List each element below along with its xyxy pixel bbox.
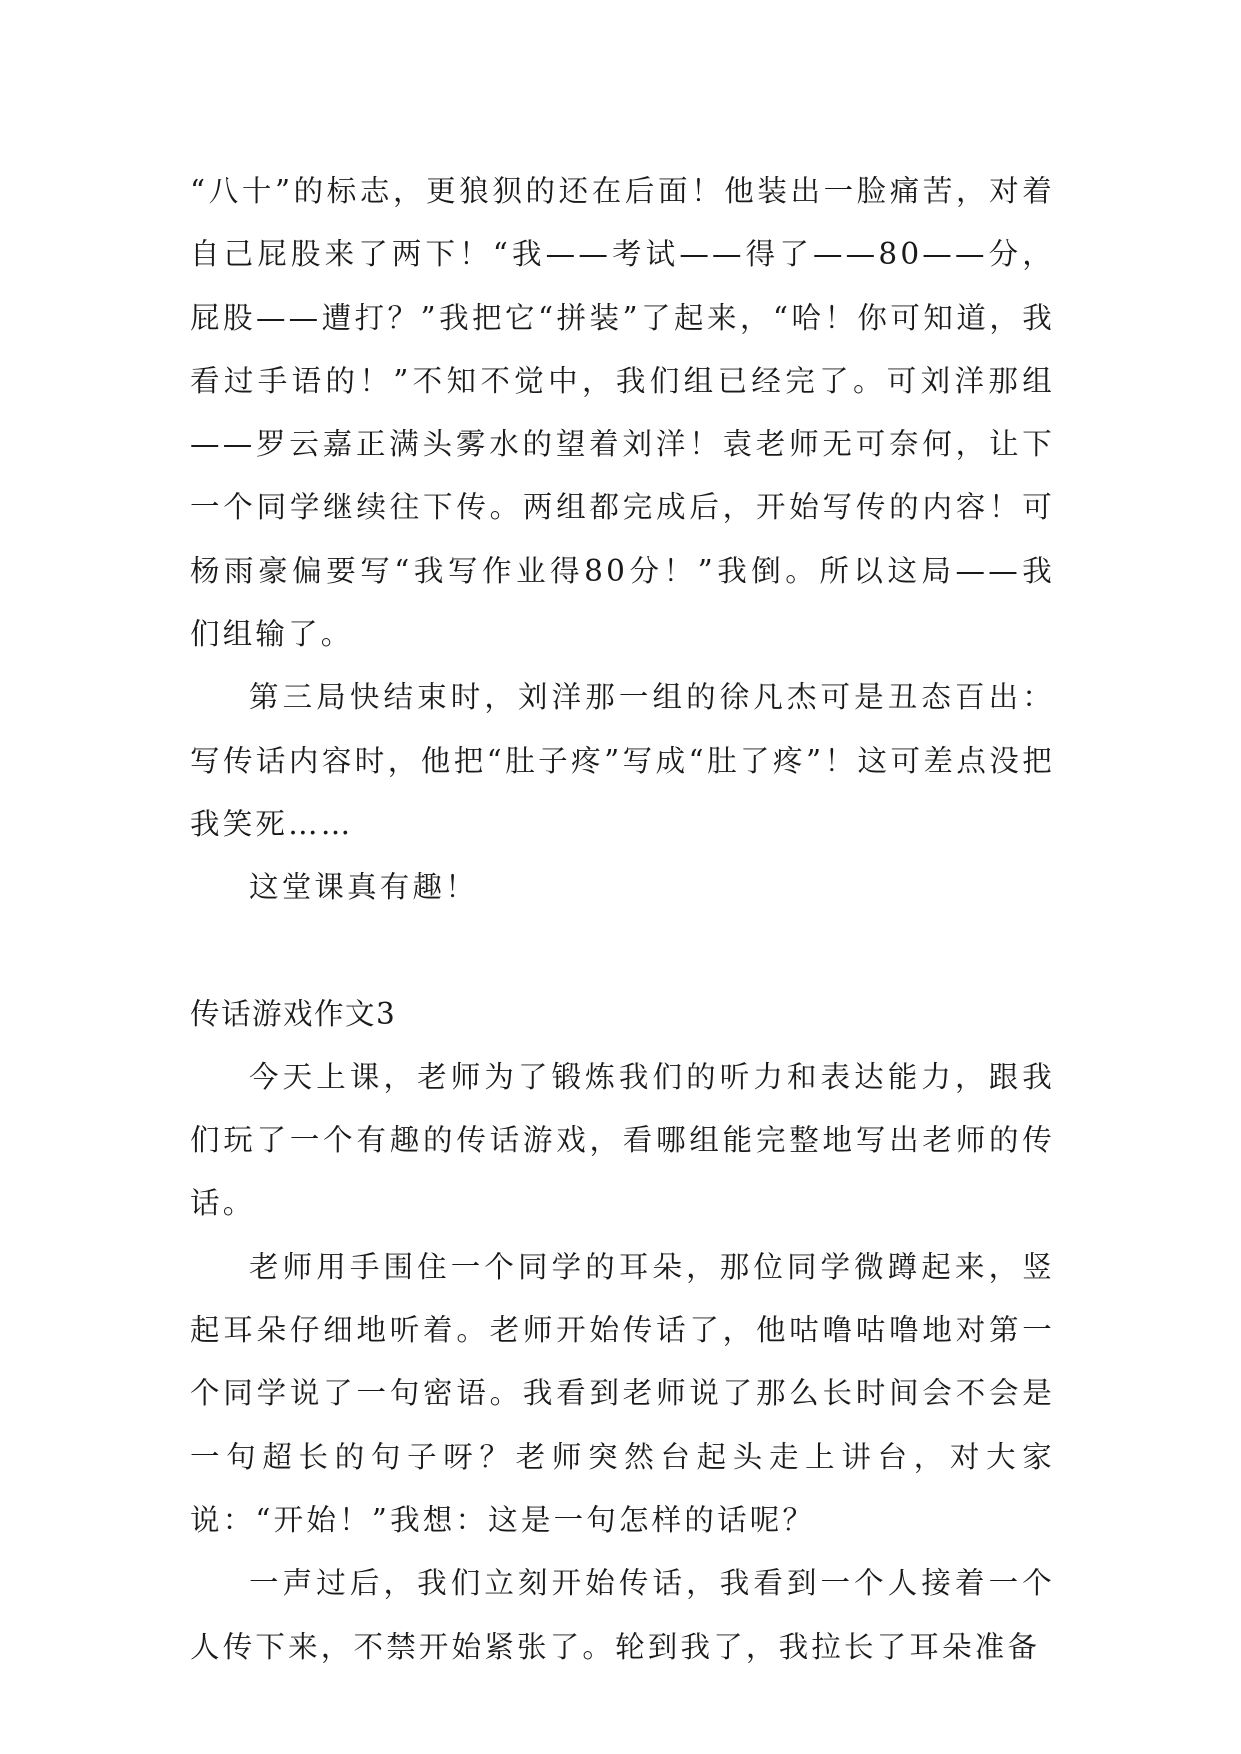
paragraph-teacher-whisper: 老师用手围住一个同学的耳朵，那位同学微蹲起来，竖起耳朵仔细地听着。老师开始传话了，他咕噜咕噜地对第一个同学说了一句密语。我看到老师说了那么长时间会不会是一句超长的句子呀？老师突然台起头走上讲台，对大家说：“开始！”我想：这是一句怎样的话呢？ bbox=[190, 1249, 1055, 1537]
paragraph-third-round: 第三局快结束时，刘洋那一组的徐凡杰可是丑态百出：写传话内容时，他把“肚子疼”写成“肚了疼”！这可差点没把我笑死…… bbox=[190, 680, 1055, 841]
paragraph-continuation: “八十”的标志，更狼狈的还在后面！他装出一脸痛苦，对着自己屁股来了两下！“我——考试——得了——80——分，屁股——遭打？”我把它“拼装”了起来，“哈！你可知道，我看过手语的！”不知不觉中，我们组已经完了。可刘洋那组——罗云嘉正满头雾水的望着刘洋！袁老师无可奈何，让下一个同学继续往下传。两组都完成后，开始写传的内容！可杨雨豪偏要写“我写作业得80分！”我倒。所以这局——我们组输了。 bbox=[190, 174, 1055, 652]
paragraph-conclusion: 这堂课真有趣！ bbox=[249, 870, 478, 905]
paragraph-passing: 一声过后，我们立刻开始传话，我看到一个人接着一个人传下来，不禁开始紧张了。轮到我了，我拉长了耳朵准备 bbox=[190, 1566, 1055, 1664]
section-title: 传话游戏作文3 bbox=[190, 996, 397, 1031]
document-body bbox=[190, 160, 1055, 1679]
paragraph-intro: 今天上课，老师为了锻炼我们的听力和表达能力，跟我们玩了一个有趣的传话游戏，看哪组能完整地写出老师的传话。 bbox=[190, 1059, 1055, 1221]
